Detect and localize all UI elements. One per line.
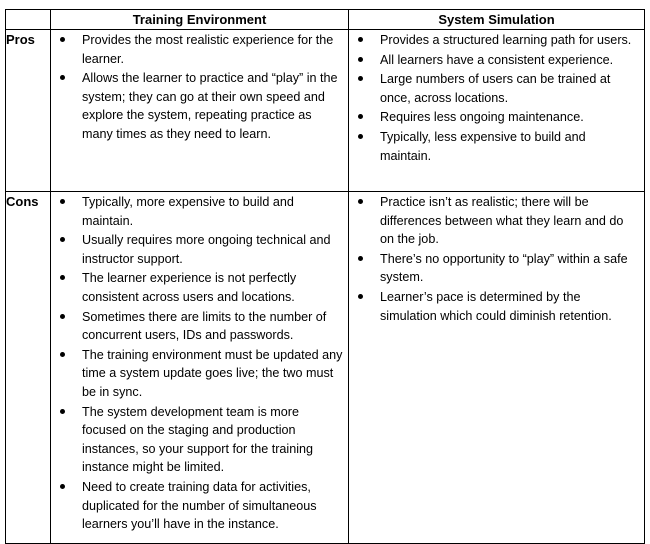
list-item: Typically, less expensive to build and maintain. [349, 128, 640, 165]
list-item: Learner’s pace is determined by the simulation which could diminish retention. [349, 288, 640, 325]
list-item: Practice isn’t as realistic; there will be differences between what they learn and do on the job. [349, 193, 640, 249]
bullet-icon [60, 275, 65, 280]
cons-training-list [51, 192, 348, 537]
list-item: There’s no opportunity to “play” within a safe system. [349, 250, 640, 287]
list-item: Typically, more expensive to build and maintain. [51, 193, 344, 230]
list-item: Allows the learner to practice and “play” in the system; they can go at their own speed and explore the system, repeating practice as many times as they need to learn. [51, 69, 344, 143]
list-item: Requires less ongoing maintenance. [349, 108, 640, 127]
bullet-icon [60, 409, 65, 414]
list-item: The system development team is more focused on the staging and production instances, so your support for the training instance might be limited. [51, 403, 344, 477]
row-label-pros: Pros [6, 30, 51, 192]
bullet-icon [358, 199, 363, 204]
bullet-icon [60, 484, 65, 489]
list-item: Large numbers of users can be trained at once, across locations. [349, 70, 640, 107]
bullet-icon [60, 237, 65, 242]
list-item: The learner experience is not perfectly consistent across users and locations. [51, 269, 344, 306]
bullet-icon [358, 37, 363, 42]
pros-simulation-cell [349, 30, 645, 192]
list-item: Provides a structured learning path for users. [349, 31, 640, 50]
bullet-icon [358, 76, 363, 81]
list-item: Provides the most realistic experience for the learner. [51, 31, 344, 68]
header-cell-empty [6, 10, 51, 30]
list-item: Usually requires more ongoing technical and instructor support. [51, 231, 344, 268]
list-item: Need to create training data for activities, duplicated for the number of simultaneous learners you’ll have in the instance. [51, 478, 344, 534]
table-row-pros [6, 30, 645, 192]
bullet-icon [358, 294, 363, 299]
comparison-table [5, 9, 645, 544]
cons-simulation-cell [349, 192, 645, 544]
bullet-icon [358, 114, 363, 119]
list-item: The training environment must be updated any time a system update goes live; the two must be in sync. [51, 346, 344, 402]
bullet-icon [60, 75, 65, 80]
bullet-icon [60, 37, 65, 42]
bullet-icon [60, 199, 65, 204]
bullet-icon [358, 134, 363, 139]
pros-simulation-list [349, 30, 644, 168]
cons-training-cell [51, 192, 349, 544]
header-system-simulation: System Simulation [349, 10, 645, 30]
list-item: All learners have a consistent experience. [349, 51, 640, 70]
pros-training-list [51, 30, 348, 147]
bullet-icon [358, 256, 363, 261]
header-row [6, 10, 645, 30]
bullet-icon [60, 314, 65, 319]
header-training-environment: Training Environment [51, 10, 349, 30]
pros-training-cell [51, 30, 349, 192]
bullet-icon [60, 352, 65, 357]
bullet-icon [358, 57, 363, 62]
row-label-cons: Cons [6, 192, 51, 544]
table-row-cons [6, 192, 645, 544]
cons-simulation-list [349, 192, 644, 328]
list-item: Sometimes there are limits to the number of concurrent users, IDs and passwords. [51, 308, 344, 345]
